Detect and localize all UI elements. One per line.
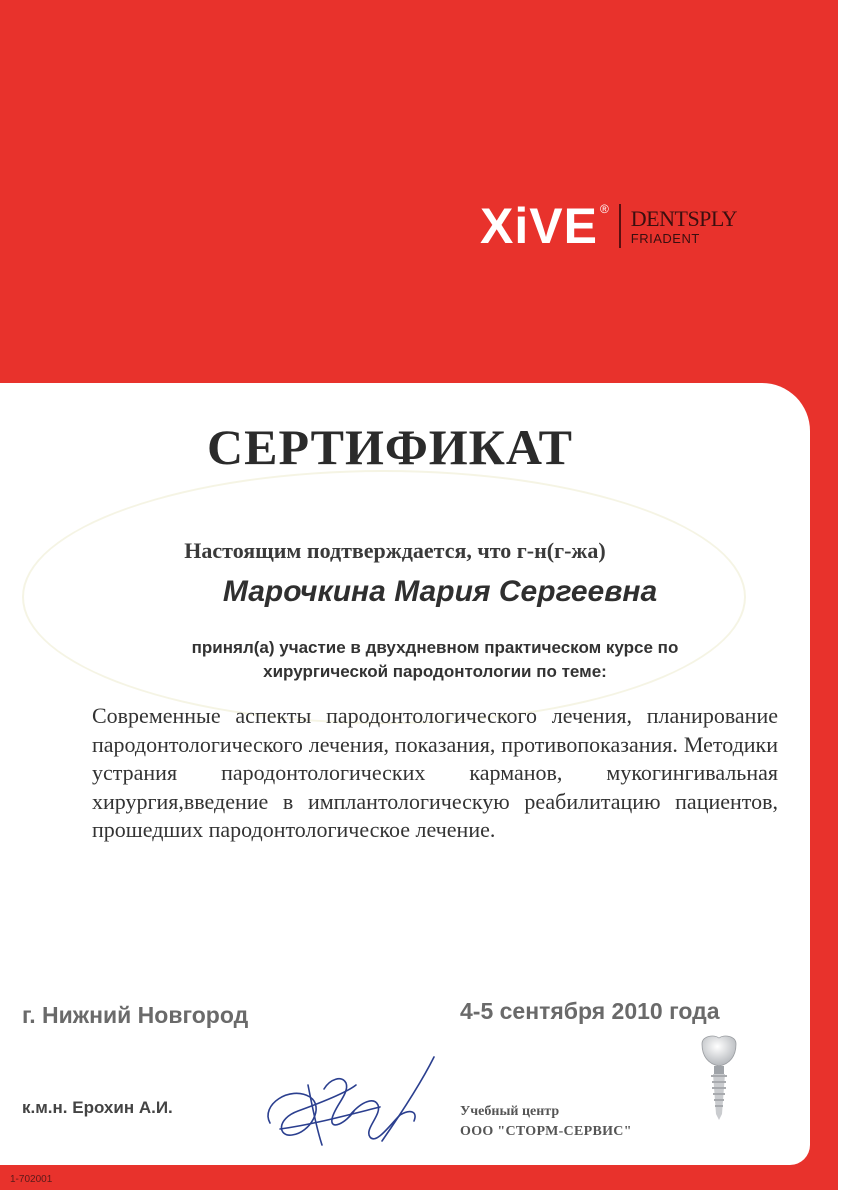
dentsply-text: DENTSPLY: [630, 205, 738, 231]
participation-line-2: хирургической пародонтологии по теме:: [263, 662, 607, 681]
certificate-title: СЕРТИФИКАТ: [206, 419, 573, 475]
city: г. Нижний Новгород: [22, 1002, 249, 1028]
recipient-name: Марочкина Мария Сергеевна: [222, 575, 658, 608]
course-dates: 4-5 сентября 2010 года: [460, 998, 720, 1024]
logo-divider: [619, 204, 621, 248]
registered-mark: ®: [599, 202, 609, 216]
dental-implant-icon: [694, 1034, 744, 1124]
document-code: 1-702001: [10, 1174, 53, 1185]
training-center-company: ООО "СТОРМ-СЕРВИС": [460, 1124, 632, 1139]
xive-dentsply-logo: [480, 196, 737, 256]
signature-icon: [250, 1045, 450, 1165]
course-topic: Современные аспекты пародонтологического лечения, планирование пародонтологического лечения, показания, противопоказания. Методики устрания пародонтологических карманов, мукогингивальная хирургия,введение в имплантологическую реабилитацию пациентов, прошедших пародонтологическое лечение.: [92, 703, 778, 842]
signer-name: к.м.н. Ерохин А.И.: [22, 1098, 173, 1117]
participation-line-1: принял(а) участие в двухдневном практическом курсе по: [191, 638, 679, 657]
participation-text: [130, 636, 740, 684]
confirm-line: Настоящим подтверждается, что г-н(г-жа): [184, 538, 606, 563]
friadent-text: FRIADENT: [630, 230, 700, 246]
training-center-label: Учебный центр: [460, 1104, 560, 1119]
xive-logo-text: XiVE: [480, 198, 598, 254]
dentsply-logo: [630, 205, 738, 246]
